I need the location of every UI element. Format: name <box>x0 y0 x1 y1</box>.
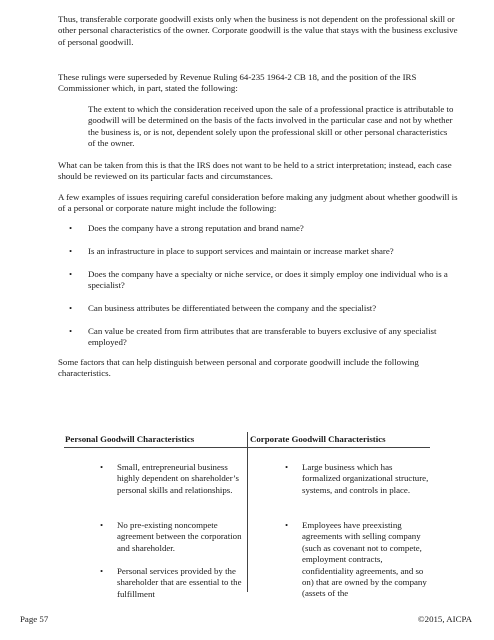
bullet-icon: • <box>100 520 104 530</box>
copyright-notice: ©2015, AICPA <box>417 614 472 624</box>
list-item: • Does the company have a specialty or niche service, or does it simply employ one individual who is a specialist? <box>69 269 448 291</box>
paragraph-irs-interpretation: What can be taken from this is that the IRS does not want to be held to a strict interpretation; instead, each case should be reviewed on its particular facts and circumstances. <box>58 160 452 182</box>
paragraph-issues-intro: A few examples of issues requiring careful consideration before making any judgment about whether goodwill is of a personal or corporate nature might include the following: <box>58 192 458 214</box>
bullet-icon: • <box>69 326 73 336</box>
page-number: Page 57 <box>20 614 49 624</box>
bullet-icon: • <box>69 246 73 256</box>
bullet-icon: • <box>285 520 289 530</box>
personal-cell: • Personal services provided by the shareholder that are essential to the fulfillment <box>100 566 242 599</box>
paragraph-corporate-goodwill: Thus, transferable corporate goodwill exists only when the business is not dependent on the professional skill or other personal characteristics of the owner. Corporate goodwill is the value that stays with the business exclusive of personal goodwill. <box>58 14 458 47</box>
bullet-icon: • <box>100 462 104 472</box>
table-column-divider <box>247 432 248 592</box>
bullet-icon: • <box>69 303 73 313</box>
paragraph-factors-intro: Some factors that can help distinguish between personal and corporate goodwill include the following characteristics. <box>58 357 419 379</box>
personal-cell: • Small, entrepreneurial business highly dependent on shareholder’s personal skills and relationships. <box>100 462 239 495</box>
block-quote-irs: The extent to which the consideration received upon the sale of a professional practice is attributable to goodwill will be determined on the basis of the facts involved in the particular case and not by whether the business is, or is not, dependent solely upon the professional skill or other personal characteristics of the owner. <box>88 104 454 149</box>
bullet-icon: • <box>285 462 289 472</box>
corporate-cell: • Large business which has formalized organizational structure, systems, and controls in place. <box>285 462 429 495</box>
corporate-cell: • Employees have preexisting agreements with selling company (such as covenant not to compete, employment contracts, confidentiality agreements, and so on) that are owned by the company (assets of the <box>285 520 427 599</box>
personal-goodwill-header: Personal Goodwill Characteristics <box>65 434 195 444</box>
list-item: • Can value be created from firm attributes that are transferable to buyers exclusive of any specialist employed? <box>69 326 437 348</box>
corporate-goodwill-header: Corporate Goodwill Characteristics <box>250 434 386 444</box>
list-item: • Can business attributes be differentiated between the company and the specialist? <box>69 303 377 313</box>
bullet-icon: • <box>100 566 104 576</box>
list-item: • Is an infrastructure in place to support services and maintain or increase market share? <box>69 246 394 256</box>
paragraph-revenue-ruling: These rulings were superseded by Revenue Ruling 64-235 1964-2 CB 18, and the position of the IRS Commissioner which, in part, stated the following: <box>58 72 417 94</box>
list-item: • Does the company have a strong reputation and brand name? <box>69 223 304 233</box>
bullet-icon: • <box>69 223 73 233</box>
bullet-icon: • <box>69 269 73 279</box>
goodwill-characteristics-table <box>64 432 430 599</box>
personal-cell: • No pre-existing noncompete agreement between the corporation and shareholder. <box>100 520 242 553</box>
